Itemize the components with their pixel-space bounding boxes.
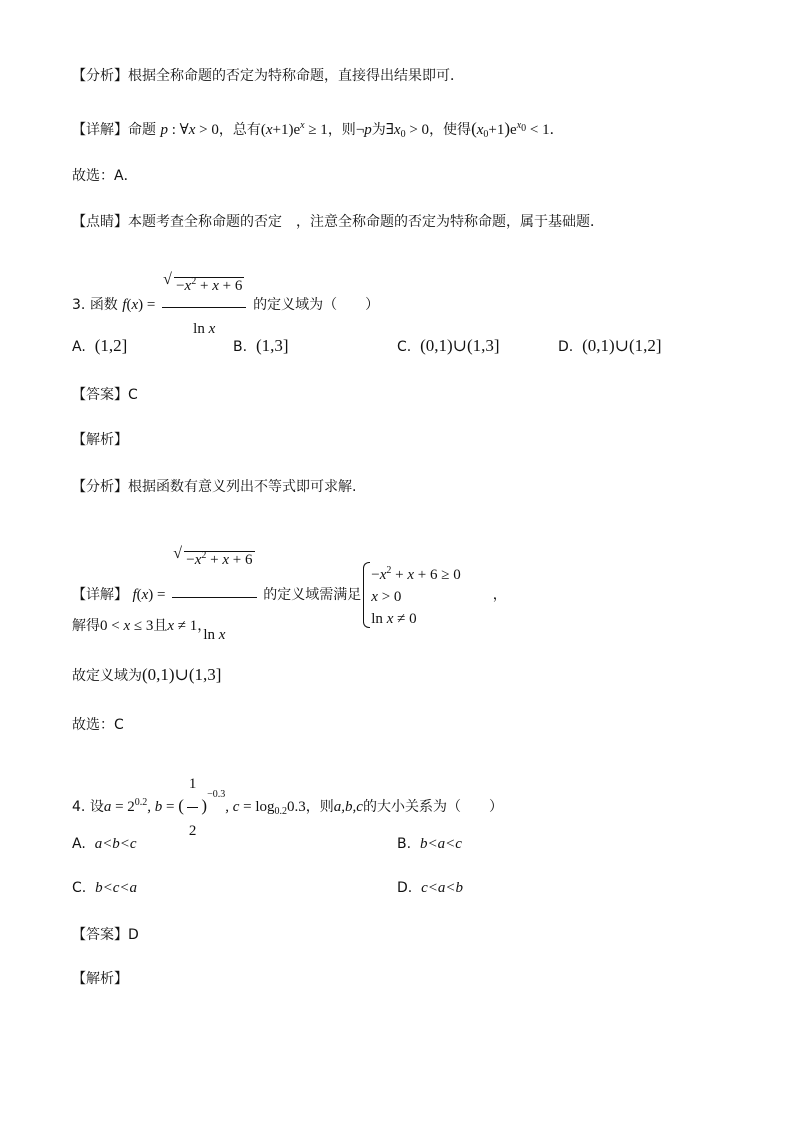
q4-option-c[interactable]: [72, 880, 137, 897]
option-math: (1,2]: [94, 336, 128, 355]
option-letter: D.: [558, 339, 574, 355]
math-function: f(x) = √ $\frac{-x^2 + x + 6}{\text{ln x}}$: [132, 587, 263, 603]
inequality-system: $-x^2 + x + 6 \ge 0$ x > 0 ln x ≠ 0: [361, 560, 460, 630]
option-letter: C.: [397, 339, 412, 355]
q2-comment-line: [72, 212, 604, 232]
detail-text: 为: [371, 122, 386, 138]
detail-text: ，: [492, 586, 507, 603]
answer-value: C: [128, 387, 138, 403]
q4-solution-tag: 【解析】: [72, 971, 128, 987]
option-letter: B.: [397, 836, 412, 852]
q3-solution-tag: 【解析】: [72, 432, 128, 448]
q4-option-d[interactable]: [397, 880, 463, 897]
option-letter: D.: [397, 880, 413, 896]
q3-analysis-line: [72, 477, 356, 497]
q3-option-d[interactable]: [558, 336, 662, 356]
option-math: b<c<a: [95, 880, 138, 896]
q3-choose: 故选：C: [72, 717, 124, 733]
question-number: 4.: [72, 798, 86, 815]
detail-tag: 【详解】: [72, 586, 128, 603]
detail-text: ．: [549, 122, 564, 138]
solve-text: 且: [153, 618, 168, 634]
option-math: c<a<b: [421, 880, 464, 896]
q3-detail-line: [72, 520, 507, 671]
solve-text: ，: [197, 618, 212, 634]
q2-analysis-line: [72, 66, 464, 86]
option-letter: C.: [72, 880, 87, 896]
math-domain: (0,1)∪(1,3]: [142, 665, 222, 684]
q3-domain-line: [72, 665, 221, 686]
math-ineq2: $(x_0+1)e^{x_0} < 1$: [471, 119, 550, 140]
q4-option-b[interactable]: [397, 836, 462, 853]
math-forall: : ∀x > 0: [167, 122, 219, 138]
comment-tag: 【点睛】: [72, 214, 128, 230]
answer-tag: 【答案】: [72, 387, 128, 403]
math-defs: $a = 2^{0.2}$, b = ( $\frac{1}{2}$ )$^{-0.3}$, $c = \log_{0.2}0.3$: [104, 799, 306, 815]
comment-text: 本题考查全称命题的否定 ，注意全称命题的否定为特称命题，属于基础题．: [128, 214, 604, 230]
math-not-p: ¬p: [355, 122, 372, 138]
detail-text: 命题: [128, 122, 156, 138]
q3-answer: [72, 385, 138, 405]
answer-value: D: [128, 927, 139, 943]
option-letter: B.: [233, 339, 248, 355]
q4-answer: [72, 925, 139, 945]
math-range: 0 < x ≤ 3: [100, 618, 154, 634]
stem-text: 的定义域为（ ）: [253, 296, 380, 313]
solve-text: 解得: [72, 618, 100, 634]
analysis-tag: 【分析】: [72, 479, 128, 495]
math-abc: a,b,c: [333, 798, 363, 815]
analysis-text: 根据函数有意义列出不等式即可求解.: [128, 479, 357, 495]
q4-option-a[interactable]: [72, 836, 137, 853]
domain-text: 故定义域为: [72, 668, 142, 684]
math-exists: $\exists x_0 > 0$: [385, 122, 430, 140]
detail-tag: 【详解】: [72, 122, 128, 138]
q3-option-a[interactable]: [72, 336, 127, 356]
option-letter: A.: [72, 339, 86, 355]
option-math: (0,1)∪(1,2]: [582, 336, 662, 355]
detail-text: ，使得: [429, 122, 472, 138]
math-p: p: [160, 122, 168, 138]
math-neq: x ≠ 1: [167, 618, 198, 634]
question-number: 3.: [72, 296, 86, 313]
stem-text: 函数: [89, 296, 118, 313]
q2-choose: 故选：A．: [72, 168, 138, 184]
detail-text: 的定义域需满足: [263, 586, 362, 603]
math-function: f(x) = √ $\frac{-x^2 + x + 6}{\text{ln x}}$: [122, 297, 253, 313]
q3-option-c[interactable]: [397, 336, 500, 356]
q3-option-b[interactable]: [233, 336, 289, 356]
answer-tag: 【答案】: [72, 927, 128, 943]
q2-detail-line: [72, 116, 564, 145]
stem-text: 设: [89, 798, 104, 815]
stem-text: 的大小关系为（ ）: [362, 798, 503, 815]
option-math: (0,1)∪(1,3]: [420, 336, 500, 355]
detail-text: ，则: [327, 122, 356, 138]
option-letter: A.: [72, 836, 86, 852]
stem-text: ，则: [305, 798, 334, 815]
math-ineq: $(x+1)e^x \ge 1$: [260, 120, 328, 138]
option-math: b<a<c: [419, 836, 462, 852]
option-math: (1,3]: [255, 336, 289, 355]
detail-text: ，总有: [218, 122, 261, 138]
analysis-text: 根据全称命题的否定为特称命题，直接得出结果即可．: [128, 68, 464, 84]
q3-solve-line: [72, 616, 211, 636]
analysis-tag: 【分析】: [72, 68, 128, 84]
option-math: a<b<c: [94, 836, 137, 852]
